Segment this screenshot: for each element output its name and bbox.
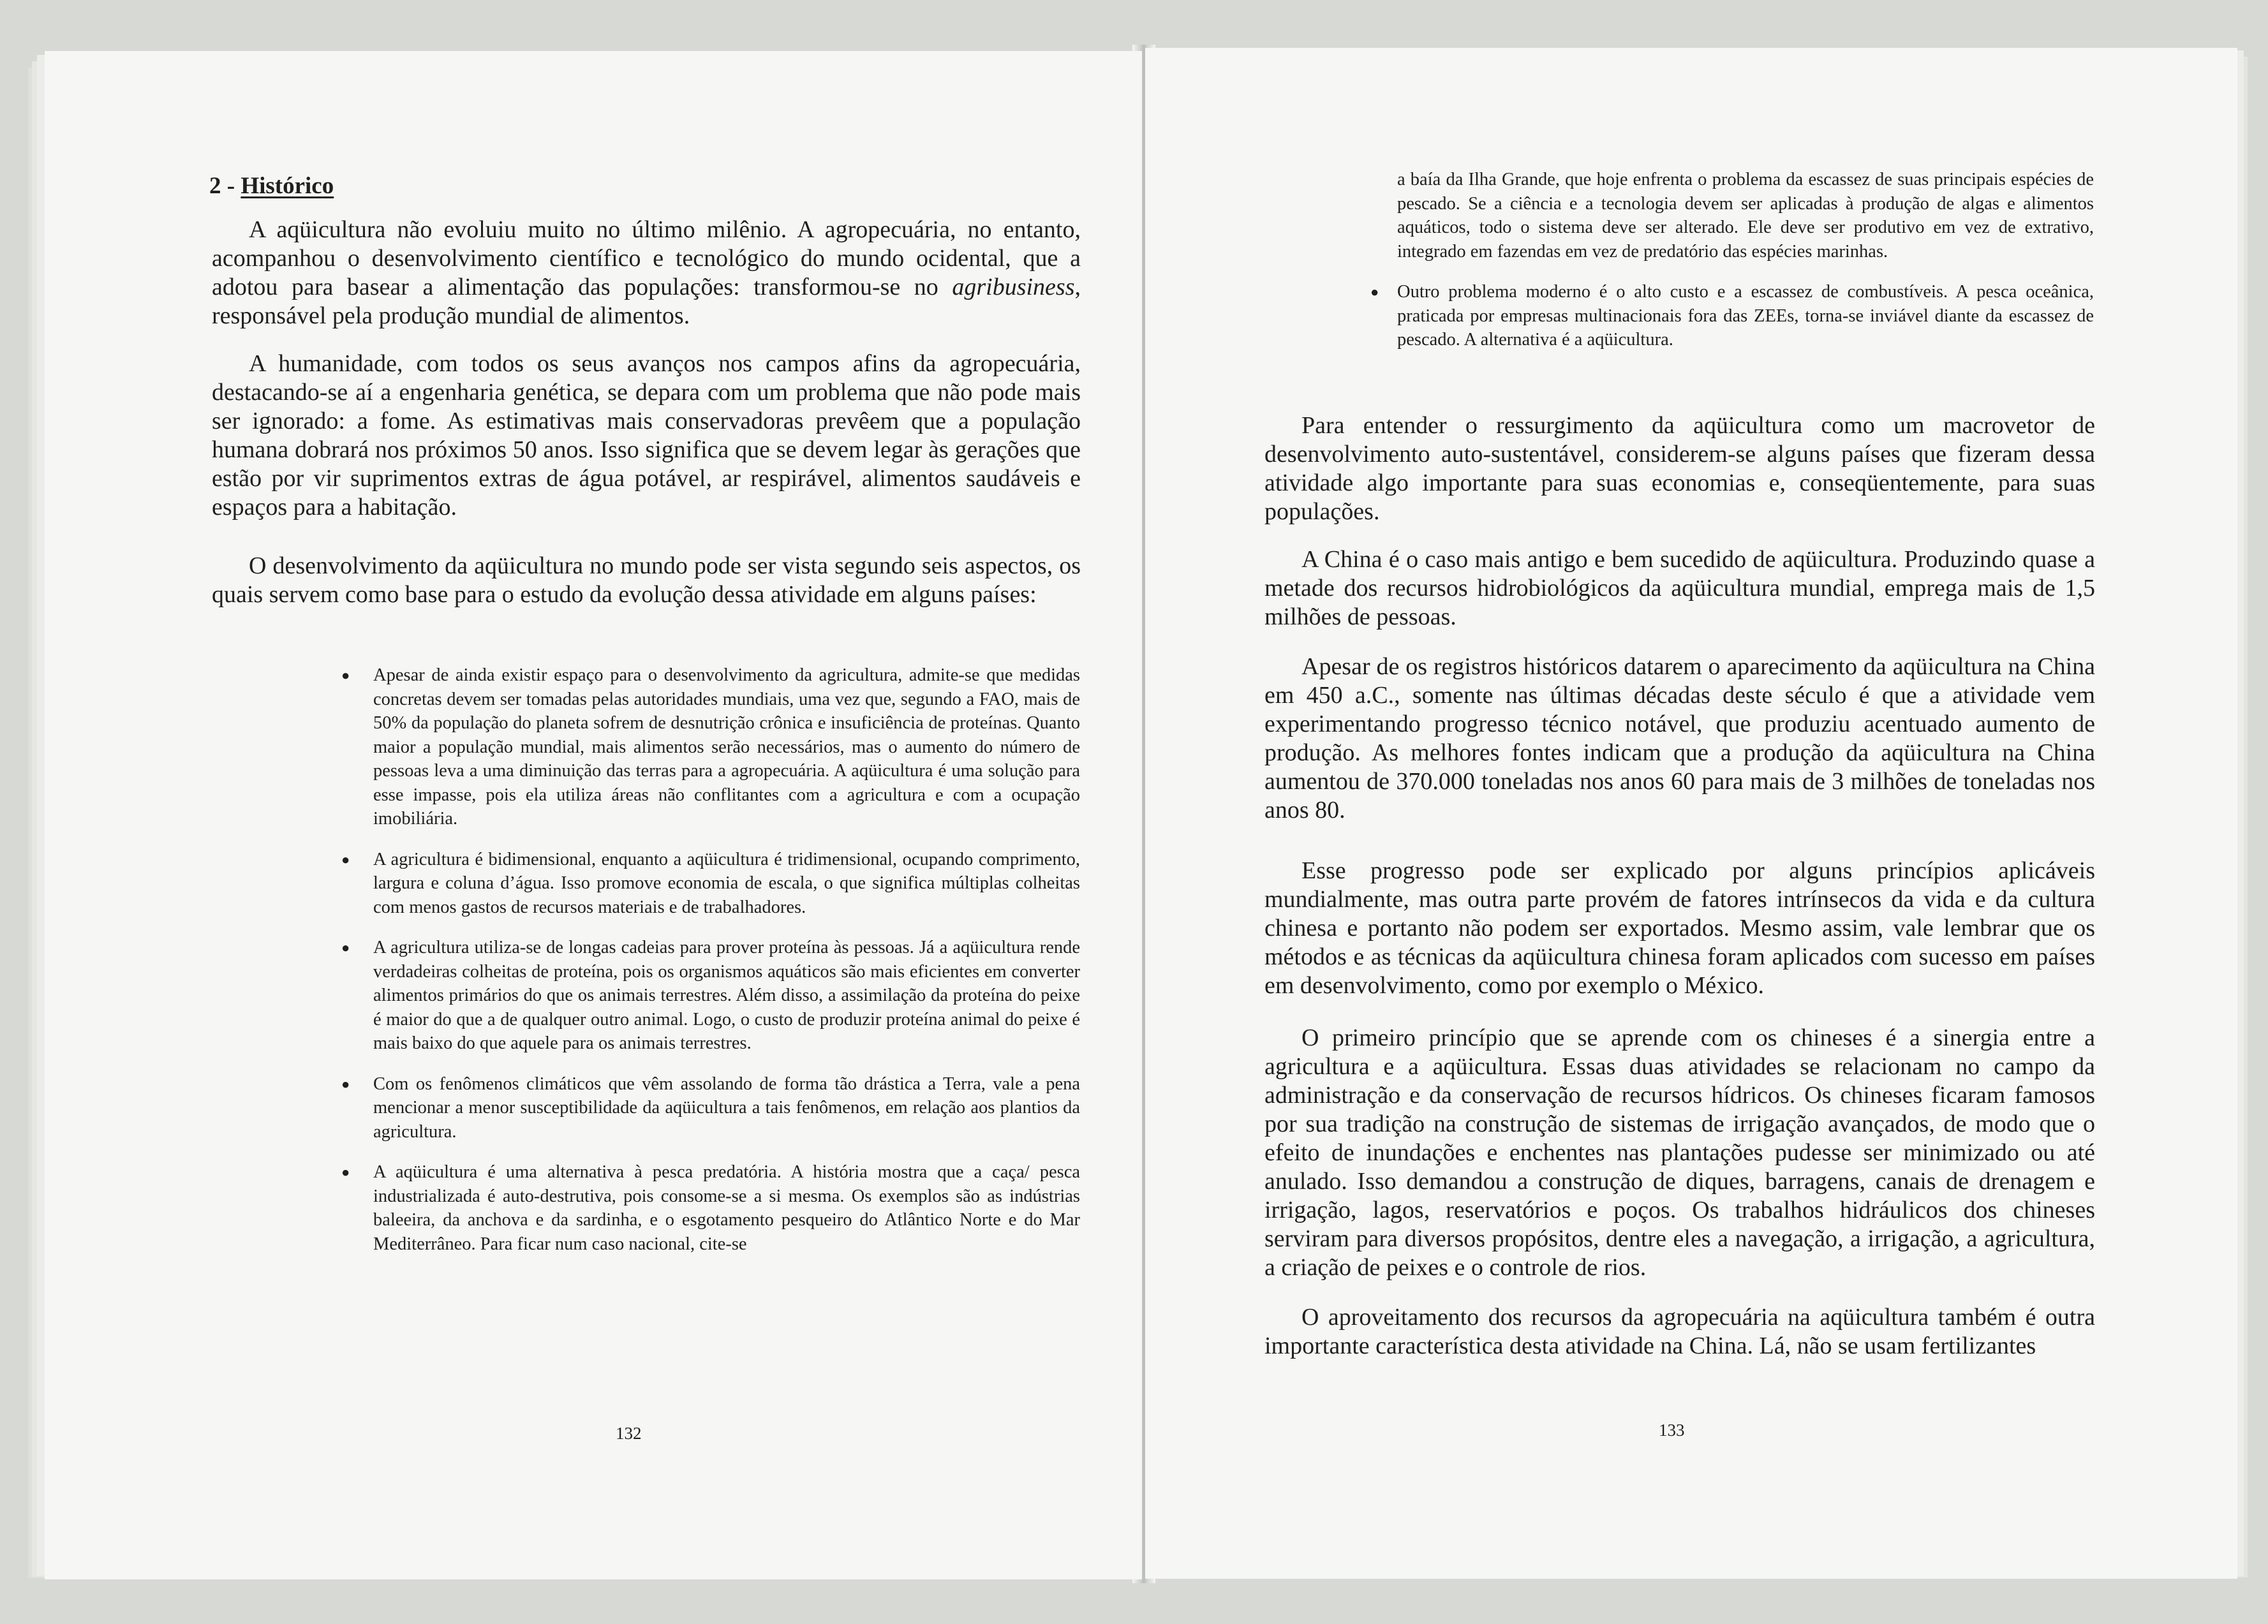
bullet-dot-icon: ●: [1370, 284, 1379, 300]
bullet-dot-icon: ●: [341, 940, 350, 956]
right-paragraph-1: Para entender o ressurgimento da aqüicultura como um macrovetor de desenvolvimento auto-sustentável, considerem-se alguns países que fizeram dessa atividade algo importante para suas economias e, conseqüentemente, para suas populações.: [1264, 412, 2095, 525]
left-bullet-list: [341, 663, 1080, 1273]
left-bullet-2-text: A agricultura é bidimensional, enquanto a aqüicultura é tridimensional, ocupando comprimento, largura e coluna d’água. Isso promove economia de escala, o que significa múltiplas colheitas com menos gastos de recursos materiais e de trabalhadores.: [373, 849, 1080, 917]
left-paragraph-1-italic: agribusiness: [952, 274, 1075, 300]
left-bullet-2: [341, 848, 1080, 920]
right-paragraph-6: O aproveitamento dos recursos da agropecuária na aqüicultura também é outra importante característica desta atividade na China. Lá, não se usam fertilizantes: [1264, 1304, 2095, 1359]
section-number: 2 -: [209, 173, 241, 199]
right-bullet-continuation-text: a baía da Ilha Grande, que hoje enfrenta o problema da escassez de suas principais espécies de pescado. Se a ciência e a tecnologia devem ser aplicadas à produção de algas e alimentos aquáticos, todo o sistema deve ser alterado. Ele deve ser produtivo em vez de extrativo, integrado em fazendas em vez de predatório das espécies marinhas.: [1397, 170, 2094, 262]
left-bullet-5-text: A aqüicultura é uma alternativa à pesca predatória. A história mostra que a caça/ pesca industrializada é auto-destrutiva, pois consome-se a si mesma. Os exemplos são as indústrias baleeira, da anchova e da sardinha, e o esgotamento pesqueiro do Atlântico Norte e do Mar Mediterrâneo. Para ficar num caso nacional, cite-se: [373, 1162, 1080, 1254]
left-paragraph-1-end: , responsável pela produção mundial de alimentos.: [212, 274, 1081, 329]
section-heading: [209, 172, 334, 200]
right-page: [1145, 48, 2237, 1579]
right-page-number: 133: [1659, 1421, 1685, 1440]
left-bullet-3: [341, 936, 1080, 1056]
right-paragraph-4: Esse progresso pode ser explicado por alguns princípios aplicáveis mundialmente, mas outra parte provém de fatores intrínsecos da vida e da cultura chinesa e portanto não podem ser exportados. Mesmo assim, vale lembrar que os métodos e as técnicas da aqüicultura chinesa foram aplicados com sucesso em países em desenvolvimento, como por exemplo o México.: [1264, 857, 2095, 999]
right-bullet-1-text: Outro problema moderno é o alto custo e a escassez de combustíveis. A pesca oceânica, praticada por empresas multinacionais fora das ZEEs, torna-se inviável diante da escassez de pescado. A alternativa é a aqüicultura.: [1397, 282, 2094, 350]
left-paragraph-1-text: A aqüicultura não evoluiu muito no último milênio. A agropecuária, no entanto, acompanhou o desenvolvimento científico e tecnológico do mundo ocidental, que a adotou para basear a alimentação das populações: transformou-se no: [212, 216, 1081, 300]
bullet-dot-icon: ●: [341, 851, 350, 867]
left-bullet-1-text: Apesar de ainda existir espaço para o desenvolvimento da agricultura, admite-se que medidas concretas devem ser tomadas pelas autoridades mundiais, uma vez que, segundo a FAO, mais de 50% da população do planeta sofrem de desnutrição crônica e insuficiência de proteínas. Quanto maior a população mundial, mais alimentos serão necessários, mas o aumento do número de pessoas leva a uma diminuição das terras para a agropecuária. A aqüicultura é uma solução para esse impasse, pois ela utiliza áreas não conflitantes com a agricultura e com a ocupação imobiliária.: [373, 665, 1080, 829]
right-paragraph-2: A China é o caso mais antigo e bem sucedido de aqüicultura. Produzindo quase a metade dos recursos hidrobiológicos da aqüicultura mundial, emprega mais de 1,5 milhões de pessoas.: [1264, 546, 2095, 630]
right-bullet-continuation: [1397, 168, 2094, 263]
section-title: Histórico: [241, 173, 334, 199]
left-bullet-4: [341, 1072, 1080, 1144]
left-bullet-5: [341, 1160, 1080, 1256]
left-bullet-1: [341, 663, 1080, 831]
right-bullet-1: [1370, 280, 2094, 352]
bullet-dot-icon: ●: [341, 1164, 350, 1180]
left-paragraph-3: O desenvolvimento da aqüicultura no mundo pode ser vista segundo seis aspectos, os quais servem como base para o estudo da evolução dessa atividade em alguns países:: [212, 552, 1081, 608]
right-paragraph-5: O primeiro princípio que se aprende com os chineses é a sinergia entre a agricultura e a aqüicultura. Essas duas atividades se relacionam no campo da administração e da conservação de recursos hídricos. Os chineses ficaram famosos por sua tradição na construção de sistemas de irrigação avançados, de modo que o efeito de inundações e enchentes nas plantações pudesse ser minimizado ou até anulado. Isso demandou a construção de diques, barragens, canais de drenagem e irrigação, lagos, reservatórios e poços. Os trabalhos hidráulicos dos chineses serviram para diversos propósitos, dentre eles a navegação, a irrigação, a agricultura, a criação de peixes e o controle de rios.: [1264, 1024, 2095, 1281]
bullet-dot-icon: ●: [341, 1075, 350, 1092]
right-bullet-list: [1370, 168, 2094, 369]
left-bullet-4-text: Com os fenômenos climáticos que vêm assolando de forma tão drástica a Terra, vale a pena mencionar a menor susceptibilidade da aqüicultura a tais fenômenos, em relação aos plantios da agricultura.: [373, 1074, 1080, 1142]
left-paragraph-2: A humanidade, com todos os seus avanços nos campos afins da agropecuária, destacando-se aí a engenharia genética, se depara com um problema que não pode mais ser ignorado: a fome. As estimativas mais conservadoras prevêem que a população humana dobrará nos próximos 50 anos. Isso significa que se devem legar às gerações que estão por vir suprimentos extras de água potável, ar respirável, alimentos saudáveis e espaços para a habitação.: [212, 350, 1081, 520]
right-paragraph-3: Apesar de os registros históricos datarem o aparecimento da aqüicultura na China em 450 a.C., somente nas últimas décadas deste século é que a atividade vem experimentando progresso técnico notável, que produziu acentuado aumento de produção. As melhores fontes indicam que a produção da aqüicultura na China aumentou de 370.000 toneladas nos anos 60 para mais de 3 milhões de toneladas nos anos 80.: [1264, 653, 2095, 823]
left-bullet-3-text: A agricultura utiliza-se de longas cadeias para prover proteína às pessoas. Já a aqüicultura rende verdadeiras colheitas de proteína, pois os organismos aquáticos são mais eficientes em converter alimentos primários do que os animais terrestres. Além disso, a assimilação da proteína do peixe é maior do que a de qualquer outro animal. Logo, o custo de produzir proteína animal do peixe é mais baixo do que aquele para os animais terrestres.: [373, 938, 1080, 1053]
bullet-dot-icon: ●: [341, 667, 350, 683]
left-paragraph-1: [212, 216, 1081, 330]
left-page-number: 132: [616, 1424, 642, 1443]
left-page: [45, 51, 1142, 1579]
